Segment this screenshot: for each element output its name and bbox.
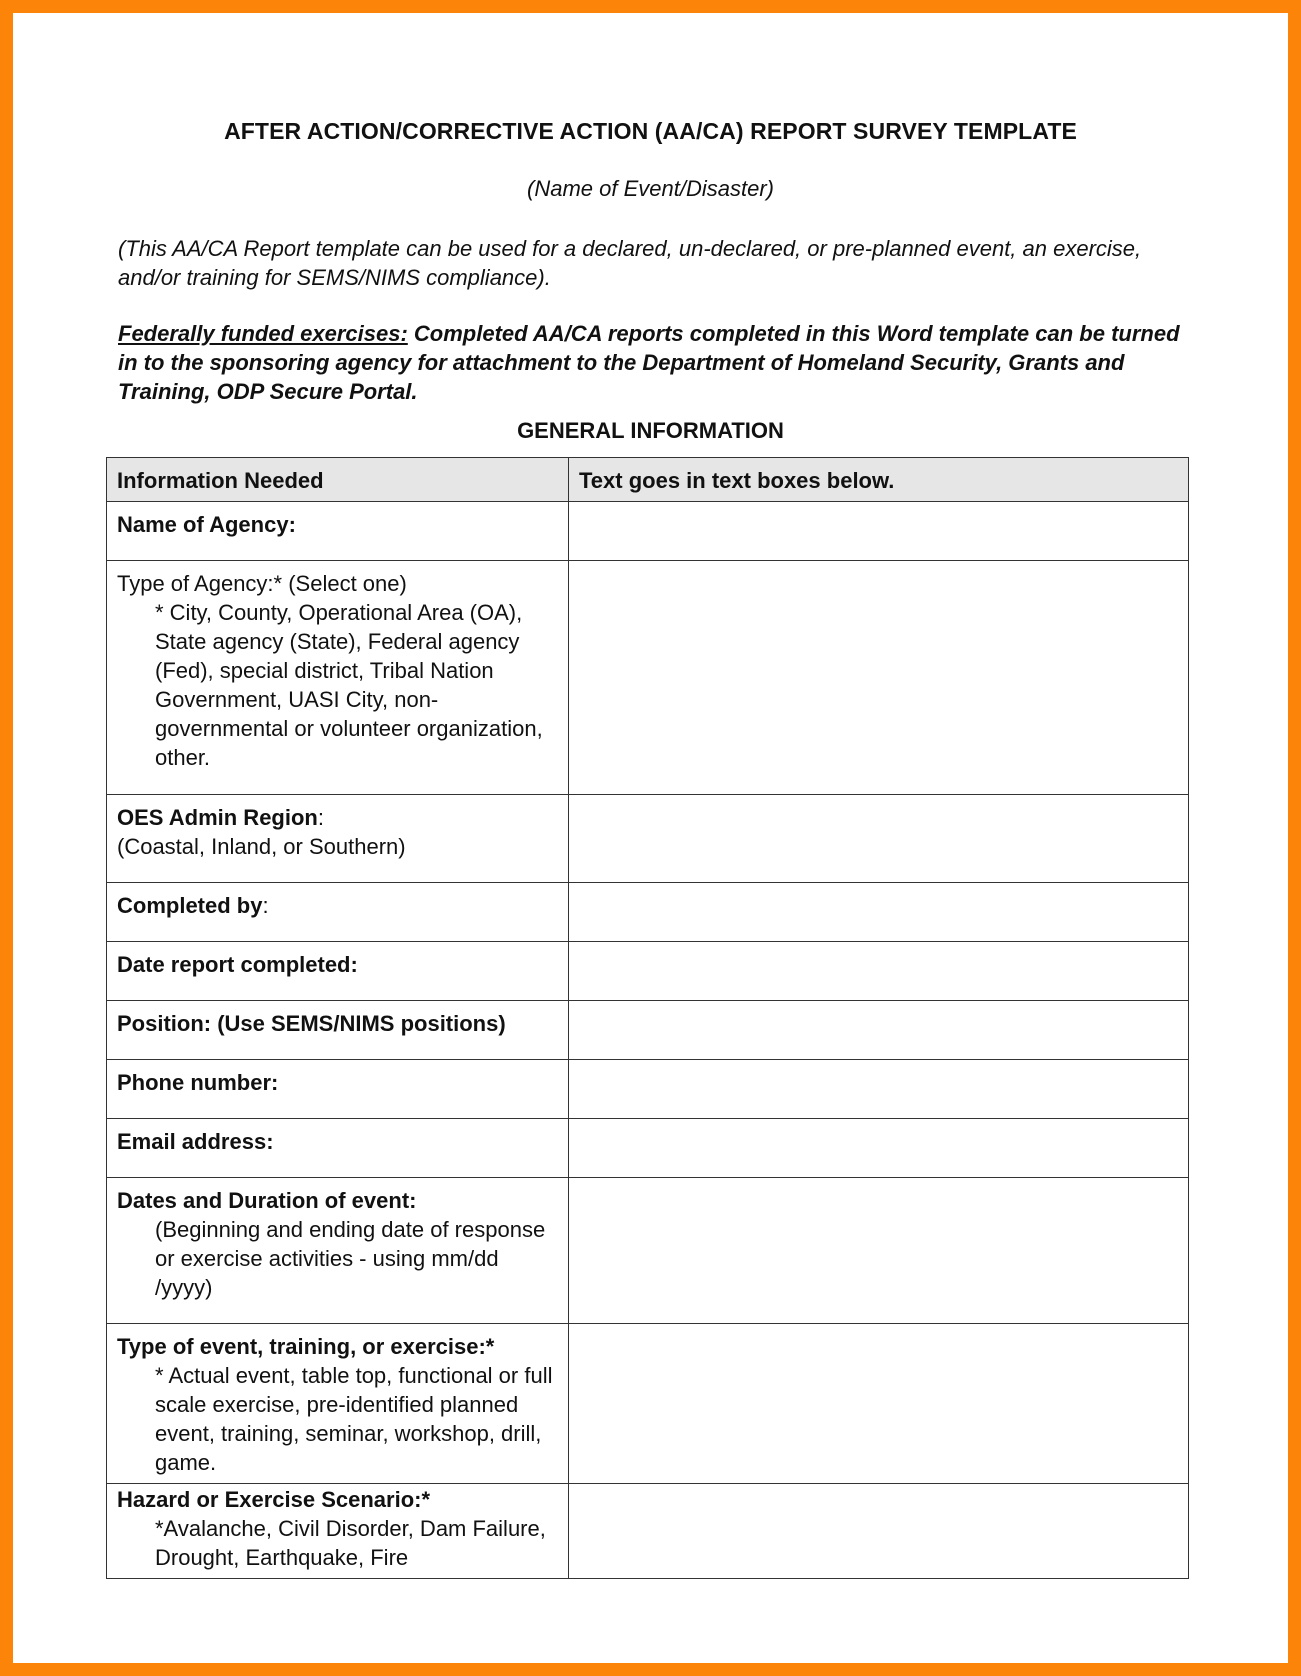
row-label: Position: (Use SEMS/NIMS positions) bbox=[117, 1011, 506, 1036]
row-label-cell bbox=[107, 1060, 569, 1119]
row-label: Dates and Duration of event: bbox=[117, 1188, 417, 1213]
type-of-event-input[interactable] bbox=[569, 1324, 1189, 1484]
name-of-agency-input[interactable] bbox=[569, 502, 1189, 561]
row-label-suffix: : bbox=[262, 893, 269, 918]
row-detail: * Actual event, table top, functional or full scale exercise, pre-identified planned event, training, seminar, workshop, drill, game. bbox=[155, 1363, 553, 1475]
table-row bbox=[107, 883, 1189, 942]
table-row bbox=[107, 1324, 1189, 1484]
row-label: Type of Agency:* (Select one) bbox=[117, 571, 407, 596]
row-label-cell bbox=[107, 1324, 569, 1484]
table-row bbox=[107, 795, 1189, 883]
row-label: Phone number: bbox=[117, 1070, 279, 1095]
row-label: Name of Agency: bbox=[117, 512, 296, 537]
row-label-cell bbox=[107, 795, 569, 883]
phone-number-input[interactable] bbox=[569, 1060, 1189, 1119]
email-address-input[interactable] bbox=[569, 1119, 1189, 1178]
row-detail: (Beginning and ending date of response or exercise activities - using mm/dd /yyyy) bbox=[155, 1217, 546, 1300]
row-label-suffix: : bbox=[317, 805, 324, 830]
table-row bbox=[107, 1484, 1189, 1579]
document-title: AFTER ACTION/CORRECTIVE ACTION (AA/CA) REPORT SURVEY TEMPLATE bbox=[224, 118, 1077, 144]
row-label-cell bbox=[107, 1484, 569, 1579]
dates-duration-input[interactable] bbox=[569, 1178, 1189, 1324]
table-row bbox=[107, 1060, 1189, 1119]
table-row bbox=[107, 1001, 1189, 1060]
event-name-placeholder: (Name of Event/Disaster) bbox=[527, 176, 774, 201]
table-row bbox=[107, 502, 1189, 561]
table-header-row bbox=[107, 458, 1189, 502]
table-row bbox=[107, 561, 1189, 795]
date-report-completed-input[interactable] bbox=[569, 942, 1189, 1001]
hazard-scenario-input[interactable] bbox=[569, 1484, 1189, 1579]
row-label-cell bbox=[107, 883, 569, 942]
row-detail: *Avalanche, Civil Disorder, Dam Failure, Drought, Earthquake, Fire bbox=[155, 1516, 546, 1570]
position-input[interactable] bbox=[569, 1001, 1189, 1060]
table-row bbox=[107, 1178, 1189, 1324]
type-of-agency-input[interactable] bbox=[569, 561, 1189, 795]
header-text-instructions: Text goes in text boxes below. bbox=[569, 458, 1189, 502]
row-label-cell bbox=[107, 502, 569, 561]
general-information-table bbox=[106, 457, 1189, 1579]
intro-paragraph: (This AA/CA Report template can be used for a declared, un-declared, or pre-planned event, an exercise, and/or training for SEMS/NIMS compliance). bbox=[118, 236, 1142, 290]
header-information-needed: Information Needed bbox=[107, 458, 569, 502]
row-label: Type of event, training, or exercise:* bbox=[117, 1334, 495, 1359]
federal-note-text: Completed AA/CA reports completed in this Word template can be turned in to the sponsoring agency for attachment to the Department of Homeland Security, Grants and Training, ODP Secure Portal. bbox=[118, 321, 1180, 404]
row-label: Completed by bbox=[117, 893, 263, 918]
row-label-cell bbox=[107, 561, 569, 795]
completed-by-input[interactable] bbox=[569, 883, 1189, 942]
row-detail: * City, County, Operational Area (OA), State agency (State), Federal agency (Fed), special district, Tribal Nation Government, UASI City, non-governmental or volunteer organization, other. bbox=[155, 600, 543, 770]
row-label: Date report completed: bbox=[117, 952, 358, 977]
row-label: Email address: bbox=[117, 1129, 274, 1154]
row-label-cell bbox=[107, 1001, 569, 1060]
row-label: OES Admin Region bbox=[117, 805, 318, 830]
row-label-cell bbox=[107, 942, 569, 1001]
row-detail: (Coastal, Inland, or Southern) bbox=[117, 834, 406, 859]
table-row bbox=[107, 942, 1189, 1001]
row-label: Hazard or Exercise Scenario:* bbox=[117, 1487, 431, 1512]
section-heading: GENERAL INFORMATION bbox=[517, 418, 784, 443]
federal-funding-note bbox=[118, 319, 1198, 406]
row-label-cell bbox=[107, 1178, 569, 1324]
federal-note-lead: Federally funded exercises: bbox=[118, 321, 408, 346]
row-label-cell bbox=[107, 1119, 569, 1178]
oes-admin-region-input[interactable] bbox=[569, 795, 1189, 883]
table-row bbox=[107, 1119, 1189, 1178]
